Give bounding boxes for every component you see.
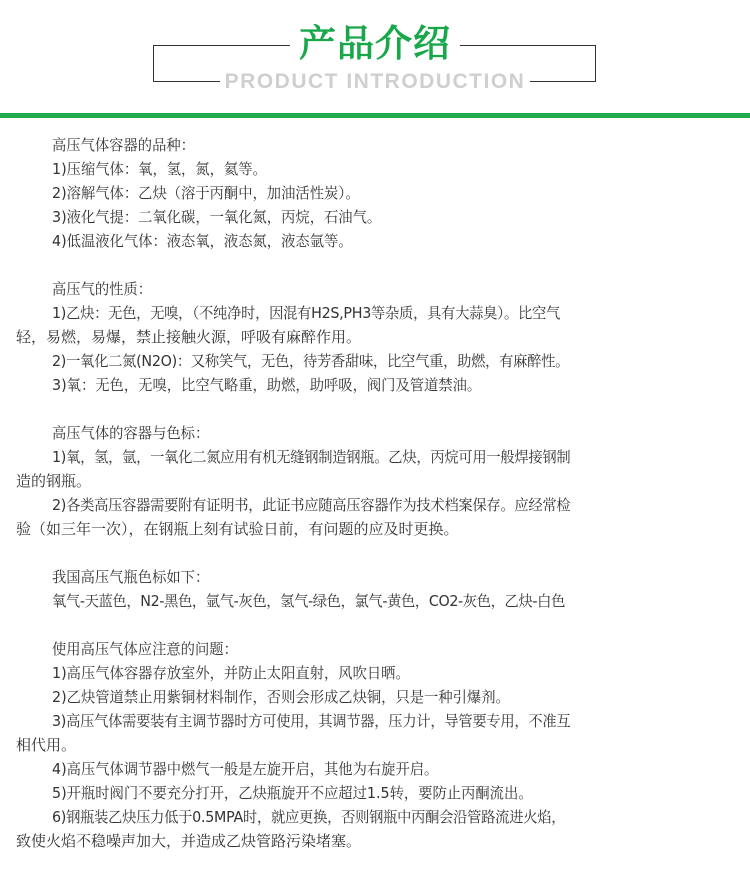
page-title: 产品介绍 [299,22,451,65]
header-divider [0,113,750,118]
text-line: 6)钢瓶装乙炔压力低于0.5MPA时，就应更换，否则钢瓶中丙酮会沿管路流进火焰， [52,808,566,826]
text-line: 5)开瓶时阀门不要充分打开，乙炔瓶旋开不应超过1.5转，要防止丙酮流出。 [52,784,533,802]
text-line: 相代用。 [16,736,77,754]
section-heading: 高压气体的容器与色标： [52,424,210,442]
text-line: 致使火焰不稳噪声加大，并造成乙炔管路污染堵塞。 [16,832,362,850]
text-line: 1)高压气体容器存放室外，并防止太阳直射，风吹日晒。 [52,664,410,682]
page-subtitle: PRODUCT INTRODUCTION [220,70,530,94]
text-line: 1)乙炔：无色，无嗅，（不纯净时，因混有H2S,PH3等杂质，具有大蒜臭）。比空气 [52,304,561,322]
text-line: 1)压缩气体：氧，氢，氮，氦等。 [52,160,267,178]
text-line: 氧气-天蓝色，N2-黑色，氩气-灰色，氢气-绿色，氯气-黄色，CO2-灰色，乙炔-白色 [52,592,565,610]
text-line: 验（如三年一次），在钢瓶上刻有试验日前，有问题的应及时更换。 [16,520,459,538]
text-line: 2)溶解气体：乙炔（溶于丙酮中，加油活性炭）。 [52,184,360,202]
text-line: 2)乙炔管道禁止用紫铜材料制作，否则会形成乙炔铜，只是一种引爆剂。 [52,688,510,706]
section-heading: 高压气体容器的品种： [52,136,195,154]
page-header [0,0,750,120]
text-line: 2)一氧化二氮(N2O)：又称笑气，无色，待芳香甜味，比空气重，助燃，有麻醉性。 [52,352,570,370]
text-line: 3)高压气体需要装有主调节器时方可使用，其调节器，压力计，导管要专用，不准互 [52,712,571,730]
text-line: 3)液化气提：二氧化碳，一氧化氮，丙烷，石油气。 [52,208,382,226]
text-line: 1)氧，氢，氩，一氧化二氮应用有机无缝钢制造钢瓶。乙炔，丙烷可用一般焊接钢制 [52,448,571,466]
title-frame-top-left [153,45,290,46]
text-line: 4)高压气体调节器中燃气一般是左旋开启，其他为右旋开启。 [52,760,439,778]
section-heading: 使用高压气体应注意的问题： [52,640,238,658]
section-heading: 我国高压气瓶色标如下： [52,568,210,586]
text-line: 轻，易燃，易爆，禁止接触火源，呼吸有麻醉作用。 [16,328,362,346]
text-line: 2)各类高压容器需要附有证明书，此证书应随高压容器作为技术档案保存。应经常检 [52,496,571,514]
section-heading: 高压气的性质： [52,280,153,298]
title-frame-top-right [460,45,596,46]
text-line: 4)低温液化气体：液态氧，液态氮，液态氩等。 [52,232,353,250]
text-line: 造的钢瓶。 [16,472,92,490]
text-line: 3)氧：无色，无嗅，比空气略重，助燃，助呼吸，阀门及管道禁油。 [52,376,482,394]
